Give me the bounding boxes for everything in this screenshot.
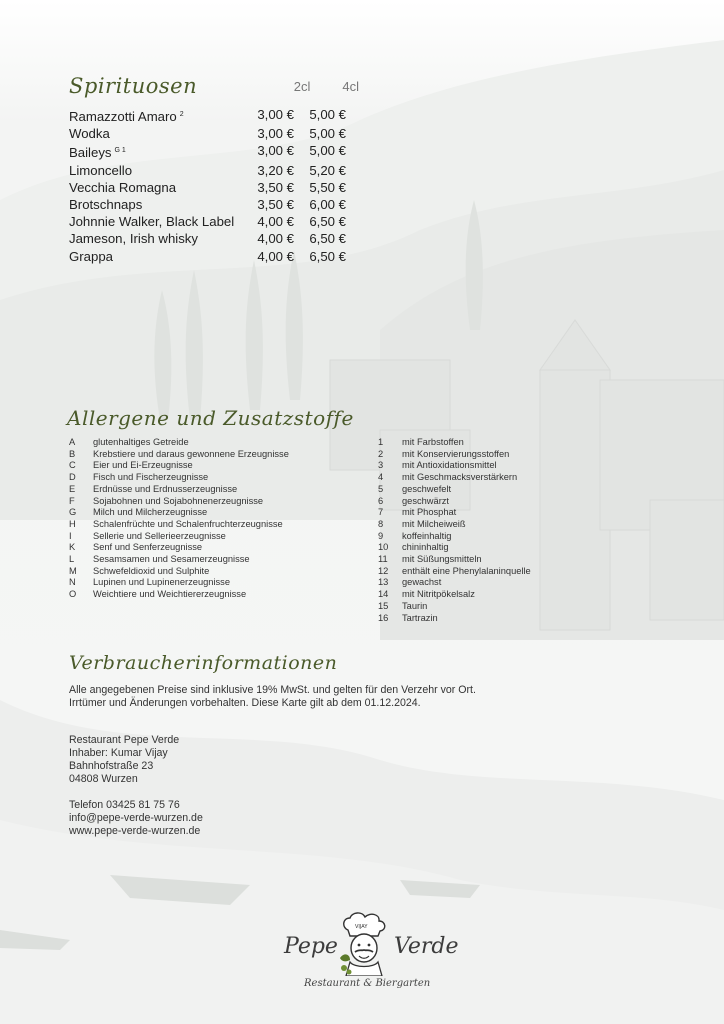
item-label: mit Milcheiweiß: [402, 518, 466, 529]
item-code: O: [69, 589, 77, 600]
item-code: M: [69, 565, 77, 576]
price-2cl: 4,00 €: [257, 231, 294, 247]
item-code: D: [69, 472, 76, 483]
item-label: geschwefelt: [402, 483, 452, 494]
item-label: Milch und Milcherzeugnisse: [93, 507, 208, 518]
spirits-header: [69, 70, 359, 98]
spirits-list: [69, 106, 359, 265]
item-label: Eier und Ei-Erzeugnisse: [93, 460, 193, 471]
price-2cl: 3,20 €: [257, 162, 294, 178]
restaurant-logo: [282, 912, 459, 996]
item-label: mit Phosphat: [402, 507, 457, 518]
allergen-letter-list: [69, 437, 359, 601]
list-item: [378, 531, 578, 543]
allergen-note: G 1: [114, 147, 126, 155]
drink-name: Brotschnaps: [69, 197, 143, 213]
item-label: Tartrazin: [402, 612, 438, 623]
column-2cl-label: 2cl: [293, 79, 311, 94]
list-item: [378, 484, 578, 496]
logo-word-pepe: Pepe: [284, 934, 338, 959]
logo-tagline: Restaurant & Biergarten: [304, 978, 431, 989]
item-code: 8: [378, 518, 384, 529]
list-item: [69, 162, 359, 179]
item-label: enthält eine Phenylalaninquelle: [402, 565, 531, 576]
item-label: Schwefeldioxid und Sulphite: [93, 565, 210, 576]
item-label: Schalenfrüchte und Schalenfruchterzeugnisse: [93, 518, 283, 529]
item-label: Sojabohnen und Sojabohnenerzeugnisse: [93, 495, 264, 506]
consumer-info-line: Alle angegebenen Preise sind inklusive 19% MwSt. und gelten für den Verzehr vor Ort.: [69, 684, 476, 696]
item-code: L: [69, 554, 75, 565]
list-item: [378, 507, 578, 519]
item-code: H: [69, 518, 76, 529]
list-item: [69, 125, 359, 142]
list-item: [378, 519, 578, 531]
item-code: A: [69, 437, 76, 447]
spirits-section: [69, 70, 359, 265]
item-label: mit Farbstoffen: [402, 437, 464, 447]
list-item: [69, 542, 359, 554]
list-item: [69, 179, 359, 196]
item-code: 16: [378, 612, 389, 623]
consumer-info-section: [69, 652, 589, 710]
item-code: 4: [378, 472, 384, 483]
item-code: 3: [378, 460, 384, 471]
item-label: Fisch und Fischerzeugnisse: [93, 472, 209, 483]
list-item: [69, 472, 359, 484]
city: 04808 Wurzen: [69, 773, 138, 785]
item-label: Weichtiere und Weichtiererzeugnisse: [93, 589, 247, 600]
item-code: 14: [378, 589, 389, 600]
item-label: mit Konservierungsstoffen: [402, 448, 510, 459]
phone-number: Telefon 03425 81 75 76: [69, 799, 180, 811]
item-code: 10: [378, 542, 389, 553]
item-code: 12: [378, 565, 389, 576]
price-4cl: 6,50 €: [309, 231, 346, 247]
item-code: 6: [378, 495, 384, 506]
item-label: geschwärzt: [402, 495, 450, 506]
list-item: [378, 613, 578, 625]
item-code: C: [69, 460, 76, 471]
allergen-note: 2: [179, 111, 184, 118]
price-4cl: 5,00 €: [309, 126, 346, 142]
list-item: [69, 554, 359, 566]
item-code: 7: [378, 507, 384, 518]
list-item: [378, 472, 578, 484]
price-4cl: 5,00 €: [309, 143, 346, 159]
item-code: 9: [378, 530, 384, 541]
price-2cl: 3,00 €: [257, 126, 294, 142]
list-item: [69, 577, 359, 589]
item-label: Taurin: [402, 600, 428, 611]
website-link[interactable]: www.pepe-verde-wurzen.de: [69, 825, 201, 837]
list-item: [69, 248, 359, 265]
allergens-section: [67, 406, 667, 623]
list-item: [69, 460, 359, 472]
list-item: [69, 589, 359, 601]
item-code: K: [69, 542, 76, 553]
drink-name: Grappa: [69, 248, 113, 264]
chef-icon: [338, 912, 390, 976]
column-4cl-label: 4cl: [342, 79, 359, 94]
item-code: 11: [378, 554, 388, 565]
list-item: [69, 106, 359, 125]
list-item: [69, 496, 359, 508]
drink-name: Baileys $^{G 1}$: [69, 145, 126, 161]
item-label: gewachst: [402, 577, 442, 588]
drink-name: Jameson, Irish whisky: [69, 231, 198, 247]
consumer-info-text: [69, 684, 589, 710]
price-2cl: 3,50 €: [257, 197, 294, 213]
list-item: [378, 554, 578, 566]
item-code: E: [69, 483, 76, 494]
owner-name: Inhaber: Kumar Vijay: [69, 747, 168, 759]
list-item: [378, 449, 578, 461]
svg-text:VIJAY: VIJAY: [355, 924, 368, 930]
item-code: 15: [378, 600, 389, 611]
price-2cl: 4,00 €: [257, 248, 294, 264]
item-label: Senf und Senferzeugnisse: [93, 542, 203, 553]
list-item: [378, 496, 578, 508]
price-2cl: 3,00 €: [257, 143, 294, 159]
list-item: [69, 484, 359, 496]
price-4cl: 6,50 €: [309, 248, 346, 264]
list-item: [378, 601, 578, 613]
list-item: [69, 531, 359, 543]
list-item: [69, 213, 359, 230]
logo-word-verde: Verde: [394, 934, 459, 959]
item-label: Lupinen und Lupinenerzeugnisse: [93, 577, 230, 588]
list-item: [378, 577, 578, 589]
list-item: [69, 196, 359, 213]
list-item: [69, 566, 359, 578]
list-item: [69, 230, 359, 247]
item-label: glutenhaltiges Getreide: [93, 437, 189, 447]
item-label: koffeinhaltig: [402, 530, 452, 541]
item-code: 2: [378, 448, 384, 459]
drink-name: Johnnie Walker, Black Label: [69, 214, 235, 230]
price-4cl: 5,00 €: [309, 107, 346, 122]
drink-name: Vecchia Romagna: [69, 179, 177, 195]
item-label: Sesamsamen und Sesamerzeugnisse: [93, 554, 250, 565]
list-item: [378, 542, 578, 554]
list-item: [378, 460, 578, 472]
contact-details: [69, 799, 203, 838]
item-label: Erdnüsse und Erdnusserzeugnisse: [93, 483, 238, 494]
item-code: N: [69, 577, 76, 588]
drink-name: Limoncello: [69, 162, 133, 178]
price-4cl: 6,00 €: [309, 197, 346, 213]
item-label: chininhaltig: [402, 542, 449, 553]
item-code: G: [69, 507, 77, 518]
item-label: Krebstiere und daraus gewonnene Erzeugnisse: [93, 448, 289, 459]
drink-name: Wodka: [69, 126, 110, 142]
list-item: [378, 589, 578, 601]
price-2cl: 3,00 €: [257, 107, 294, 122]
price-4cl: 6,50 €: [309, 214, 346, 230]
list-item: [69, 142, 359, 161]
spirits-title: Spirituosen: [69, 74, 198, 98]
list-item: [69, 449, 359, 461]
item-label: Sellerie und Sellerieerzeugnisse: [93, 530, 226, 541]
list-item: [69, 519, 359, 531]
list-item: [378, 566, 578, 578]
price-2cl: 4,00 €: [257, 214, 294, 230]
street: Bahnhofstraße 23: [69, 760, 154, 772]
item-code: 13: [378, 577, 389, 588]
price-4cl: 5,20 €: [309, 162, 346, 178]
list-item: [69, 507, 359, 519]
consumer-info-title: Verbraucherinformationen: [69, 652, 338, 674]
consumer-info-line: Irrtümer und Änderungen vorbehalten. Diese Karte gilt ab dem 01.12.2024.: [69, 697, 421, 710]
item-code: 1: [378, 437, 384, 447]
price-2cl: 3,50 €: [257, 179, 294, 195]
item-code: I: [69, 530, 72, 541]
list-item: [69, 437, 359, 449]
item-label: mit Antioxidationsmittel: [402, 460, 497, 471]
list-item: [378, 437, 578, 449]
item-label: mit Süßungsmitteln: [402, 554, 482, 565]
additive-number-list: [378, 437, 578, 624]
item-label: mit Geschmacksverstärkern: [402, 472, 518, 483]
restaurant-name: Restaurant Pepe Verde: [69, 734, 180, 746]
restaurant-address: [69, 734, 179, 786]
allergens-title: Allergene und Zusatzstoffe: [67, 406, 354, 430]
item-label: mit Nitritpökelsalz: [402, 589, 475, 600]
item-code: F: [69, 495, 75, 506]
email-address[interactable]: info@pepe-verde-wurzen.de: [69, 812, 203, 824]
drink-name: Ramazzotti Amaro $^2$: [69, 109, 184, 124]
item-code: B: [69, 448, 76, 459]
item-code: 5: [378, 483, 384, 494]
price-4cl: 5,50 €: [309, 179, 346, 195]
